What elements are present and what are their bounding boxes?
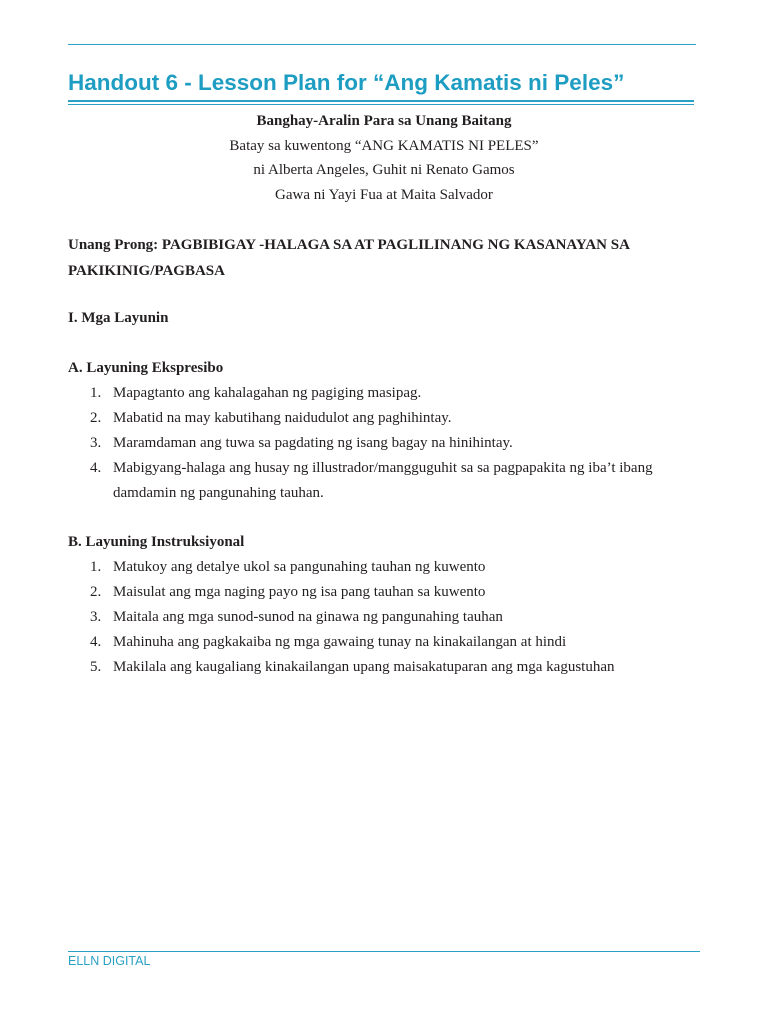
footer-divider bbox=[68, 951, 700, 952]
section-heading: I. Mga Layunin bbox=[68, 310, 169, 326]
instruksiyonal-list bbox=[68, 555, 698, 680]
ekspresibo-section bbox=[68, 356, 698, 506]
page-title: Handout 6 - Lesson Plan for “Ang Kamatis ni Peles” bbox=[68, 70, 625, 95]
prong-heading: Unang Prong: PAGBIBIGAY -HALAGA SA AT PAGLILINANG NG KASANAYAN SA PAKIKINIG/PAGBASA bbox=[68, 237, 630, 279]
intro-story: Batay sa kuwentong “ANG KAMATIS NI PELES” bbox=[229, 137, 539, 154]
instruksiyonal-heading: B. Layuning Instruksiyonal bbox=[68, 534, 245, 550]
intro-creators: Gawa ni Yayi Fua at Maita Salvador bbox=[275, 186, 493, 203]
list-item: 4. Mahinuha ang pagkakaiba ng mga gawaing tunay na kinakailangan at hindi bbox=[90, 634, 567, 650]
intro-block bbox=[0, 109, 768, 207]
list-item: 1. Mapagtanto ang kahalagahan ng pagiging masipag. bbox=[90, 385, 422, 401]
list-item: 4. Mabigyang-halaga ang husay ng illustrador/mangguguhit sa sa pagpapakita ng iba’t ibang damdamin ng pangunahing tauhan. bbox=[90, 460, 653, 501]
title-underline bbox=[68, 100, 694, 102]
list-item: 1. Matukoy ang detalye ukol sa pangunahing tauhan ng kuwento bbox=[90, 559, 486, 575]
list-item: 3. Maramdaman ang tuwa sa pagdating ng isang bagay na hinihintay. bbox=[90, 435, 513, 451]
title-underline-thin bbox=[68, 104, 694, 105]
ekspresibo-heading: A. Layuning Ekspresibo bbox=[68, 360, 224, 376]
list-item: 2. Maisulat ang mga naging payo ng isa pang tauhan sa kuwento bbox=[90, 584, 486, 600]
ekspresibo-list bbox=[68, 381, 698, 506]
top-divider bbox=[68, 44, 696, 45]
instruksiyonal-section bbox=[68, 530, 698, 680]
list-item: 5. Makilala ang kaugaliang kinakailangan upang maisakatuparan ang mga kagustuhan bbox=[90, 659, 615, 675]
list-item: 2. Mabatid na may kabutihang naidudulot ang paghihintay. bbox=[90, 410, 452, 426]
list-item: 3. Maitala ang mga sunod-sunod na ginawa ng pangunahing tauhan bbox=[90, 609, 503, 625]
footer-label: ELLN DIGITAL bbox=[68, 954, 151, 968]
intro-author: ni Alberta Angeles, Guhit ni Renato Gamos bbox=[253, 162, 515, 178]
intro-heading: Banghay-Aralin Para sa Unang Baitang bbox=[256, 113, 512, 129]
